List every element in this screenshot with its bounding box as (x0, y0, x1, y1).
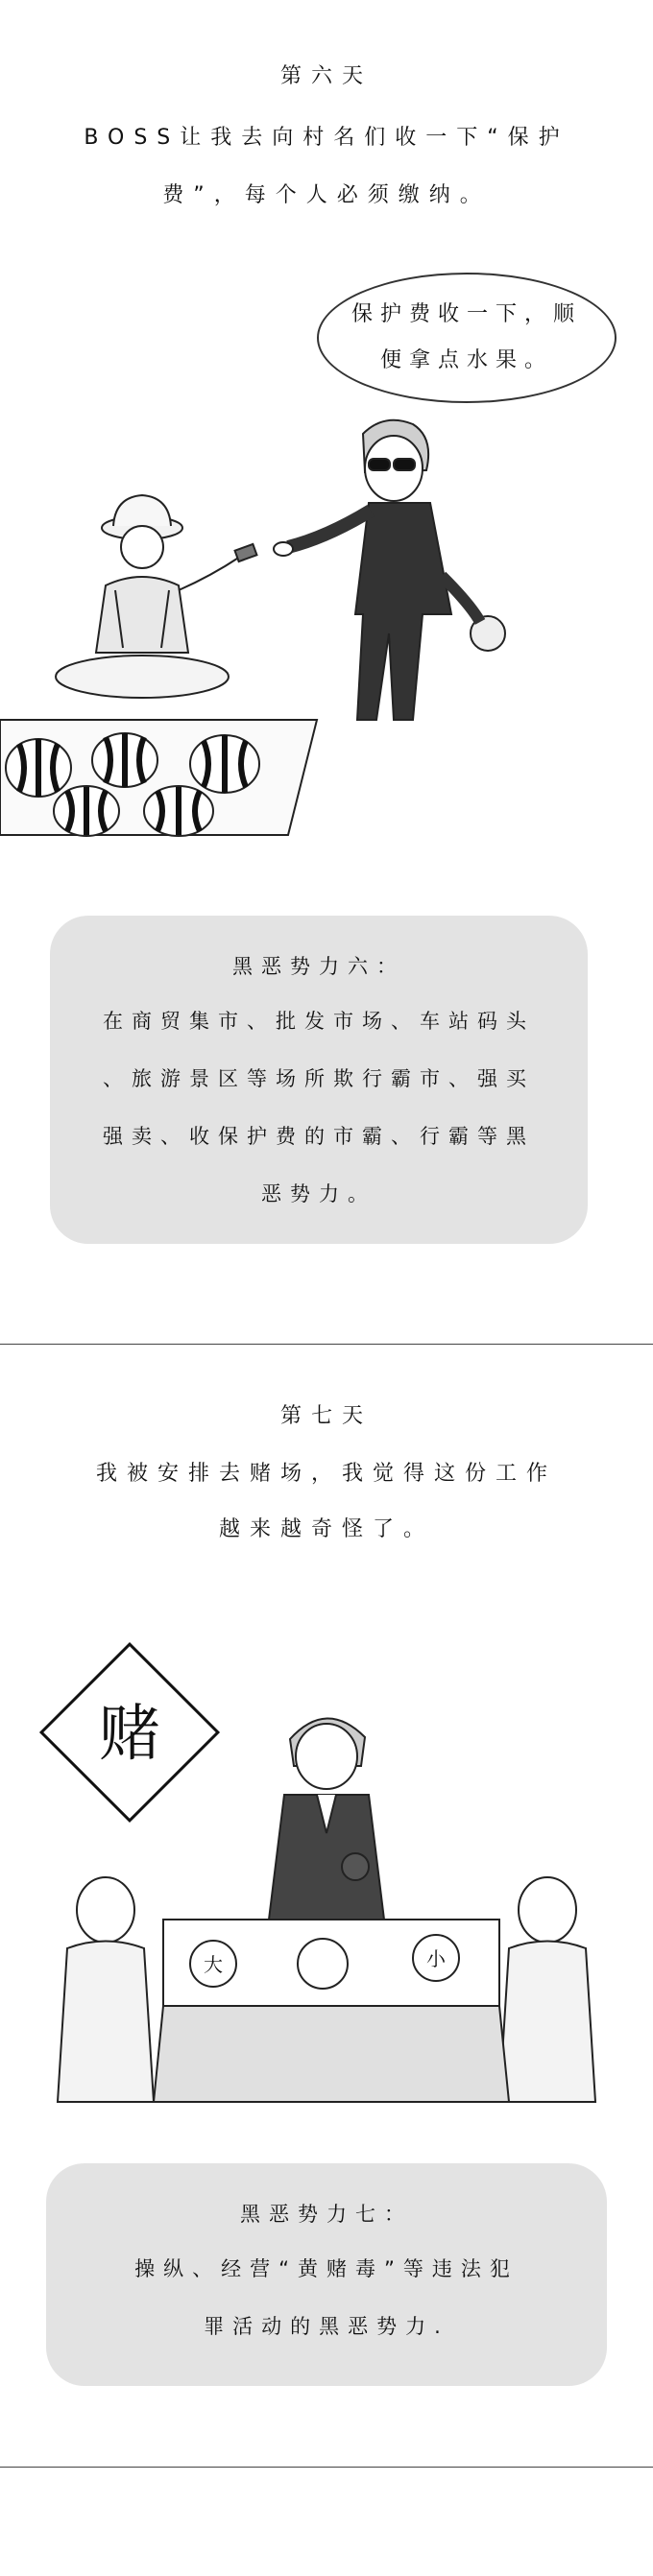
day7-text-line2: 越来越奇怪了。 (218, 1517, 434, 1541)
day7-text-line1: 我被安排去赌场，我觉得这份工作 (95, 1462, 557, 1486)
panel7-title: 黑恶势力七： (240, 2203, 413, 2226)
watermelon-stall (0, 720, 317, 836)
watermelon (190, 735, 259, 793)
day6-text-line2: 费”，每个人必须缴纳。 (162, 183, 491, 207)
speech-bubble (317, 273, 617, 403)
bowl-big-label: 大 (204, 1953, 223, 1976)
section-divider-bottom (0, 2467, 653, 2468)
panel6-line4: 恶势力。 (261, 1182, 376, 1205)
dealer-figure (269, 1718, 384, 1920)
watermelon (144, 786, 213, 836)
day7-title: 第七天 (279, 1404, 373, 1428)
speech-bubble-line2: 便拿点水果。 (379, 348, 553, 372)
bowl-middle (298, 1939, 348, 1989)
sign-character: 赌 (99, 1699, 160, 1770)
bowl-big (190, 1941, 236, 1987)
day7-illustration (0, 1632, 653, 2111)
watermelon (6, 739, 71, 797)
thug-figure (274, 420, 505, 720)
day6-illustration (0, 403, 653, 845)
panel7-line1: 操纵、经营“黄赌毒”等违法犯 (134, 2257, 519, 2280)
watermelon (54, 786, 119, 836)
info-panel-six (50, 916, 588, 1244)
bowl-small-label: 小 (426, 1947, 446, 1970)
vendor-figure (56, 495, 256, 698)
day6-text-line1: BOSS让我去向村名们收一下“保护 (84, 126, 569, 150)
player-left (58, 1877, 154, 2102)
day6-title: 第六天 (279, 64, 373, 88)
panel6-line3: 强卖、收保护费的市霸、行霸等黑 (103, 1125, 535, 1148)
watermelon (92, 733, 157, 787)
gambling-sign (41, 1644, 218, 1821)
panel6-title: 黑恶势力六： (232, 955, 405, 978)
gambling-table (154, 1920, 509, 2102)
panel6-line1: 在商贸集市、批发市场、车站码头 (103, 1010, 535, 1033)
speech-bubble-line1: 保护费收一下，顺 (351, 302, 582, 326)
panel6-line2: 、旅游景区等场所欺行霸市、强买 (103, 1067, 535, 1090)
info-panel-seven (46, 2163, 607, 2386)
section-divider (0, 1344, 653, 1345)
player-right (499, 1877, 595, 2102)
bowl-small (413, 1935, 459, 1981)
panel7-line2: 罪活动的黑恶势力. (204, 2315, 449, 2338)
